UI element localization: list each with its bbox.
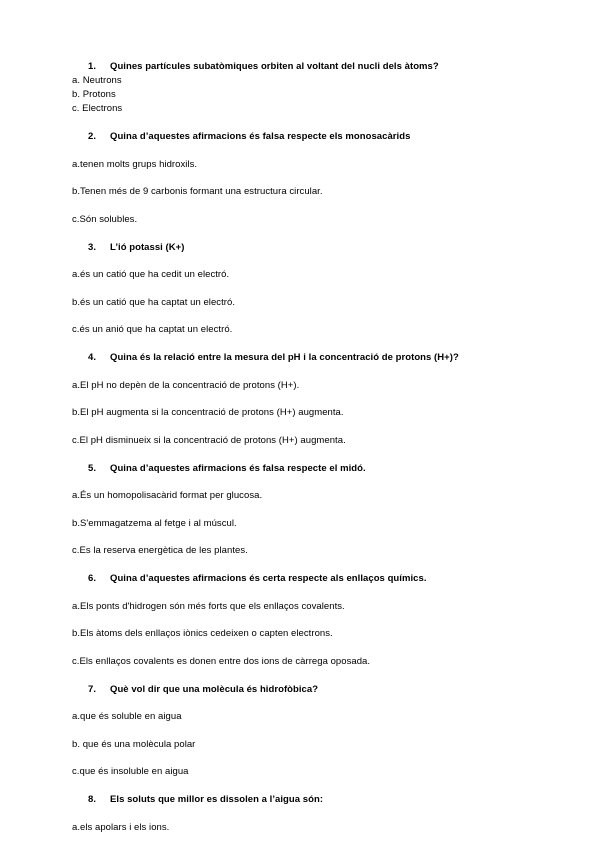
- answer-option: b.Tenen més de 9 carbonis formant una estructura circular.: [72, 186, 323, 197]
- answer-option: b.Els àtoms dels enllaços iònics cedeixen o capten electrons.: [72, 628, 333, 639]
- question-number: 5.: [88, 462, 97, 474]
- answer-option: c.Els enllaços covalents es donen entre dos ions de càrrega oposada.: [72, 655, 371, 667]
- answer-option: b. que és una molècula polar: [72, 738, 196, 750]
- question-block: [72, 793, 528, 835]
- question-text: Quina d’aquestes afirmacions és falsa respecte el midó.: [110, 462, 366, 474]
- question-heading: [72, 60, 528, 74]
- question-block: [72, 572, 528, 669]
- question-heading: [72, 793, 528, 807]
- question-number: 8.: [88, 794, 97, 805]
- answer-option: c.Es la reserva energètica de les plantes.: [72, 545, 248, 556]
- answer-option: a.els apolars i els ions.: [72, 821, 170, 833]
- question-number: 4.: [88, 352, 97, 363]
- answer-option: a.Els ponts d'hidrogen són més forts que els enllaços covalents.: [72, 600, 345, 612]
- question-block: [72, 130, 528, 227]
- question-heading: [72, 572, 528, 586]
- question-heading: [72, 462, 528, 476]
- question-block: [72, 351, 528, 448]
- question-block: [72, 683, 528, 780]
- answer-option: b. Protons: [72, 89, 116, 100]
- answer-option: b.és un catió que ha captat un electró.: [72, 296, 236, 308]
- answer-option: c.és un anió que ha captat un electró.: [72, 324, 233, 335]
- question-text: Què vol dir que una molècula és hidrofòbica?: [110, 683, 319, 695]
- answer-option: a. Neutrons: [72, 75, 122, 86]
- question-number: 7.: [88, 683, 97, 695]
- question-text: L’ió potassi (K+): [110, 241, 185, 253]
- answer-option: a.El pH no depèn de la concentració de protons (H+).: [72, 379, 300, 391]
- question-text: Quina d’aquestes afirmacions és certa respecte als enllaços químics.: [110, 573, 427, 584]
- question-text: Quina d’aquestes afirmacions és falsa respecte els monosacàrids: [110, 131, 411, 142]
- question-block: [72, 60, 528, 116]
- question-block: [72, 462, 528, 559]
- question-number: 3.: [88, 241, 97, 253]
- question-number: 2.: [88, 131, 97, 142]
- question-heading: [72, 351, 528, 365]
- question-heading: [72, 683, 528, 697]
- question-heading: [72, 241, 528, 255]
- question-number: 1.: [88, 61, 97, 72]
- answer-option: c.que és insoluble en aigua: [72, 766, 189, 777]
- answer-option: c. Electrons: [72, 103, 123, 114]
- question-number: 6.: [88, 573, 97, 584]
- question-list: [72, 60, 528, 835]
- question-heading: [72, 130, 528, 144]
- answer-option: a.és un catió que ha cedit un electró.: [72, 269, 230, 280]
- answer-option: c.Són solubles.: [72, 213, 138, 225]
- answer-option: b.El pH augmenta si la concentració de protons (H+) augmenta.: [72, 407, 344, 418]
- question-block: [72, 241, 528, 338]
- answer-option: c.El pH disminueix si la concentració de protons (H+) augmenta.: [72, 434, 346, 446]
- question-text: Quines partícules subatòmiques orbiten al voltant del nucli dels àtoms?: [110, 61, 439, 72]
- answer-option: a.tenen molts grups hidroxils.: [72, 158, 198, 170]
- answer-option: b.S'emmagatzema al fetge i al múscul.: [72, 517, 237, 529]
- question-text: Els soluts que millor es dissolen a l’aigua són:: [110, 794, 324, 805]
- answer-option: a.que és soluble en aigua: [72, 711, 182, 722]
- question-text: Quina és la relació entre la mesura del pH i la concentració de protons (H+)?: [110, 352, 459, 363]
- answer-option: a.És un homopolisacàrid format per glucosa.: [72, 490, 263, 501]
